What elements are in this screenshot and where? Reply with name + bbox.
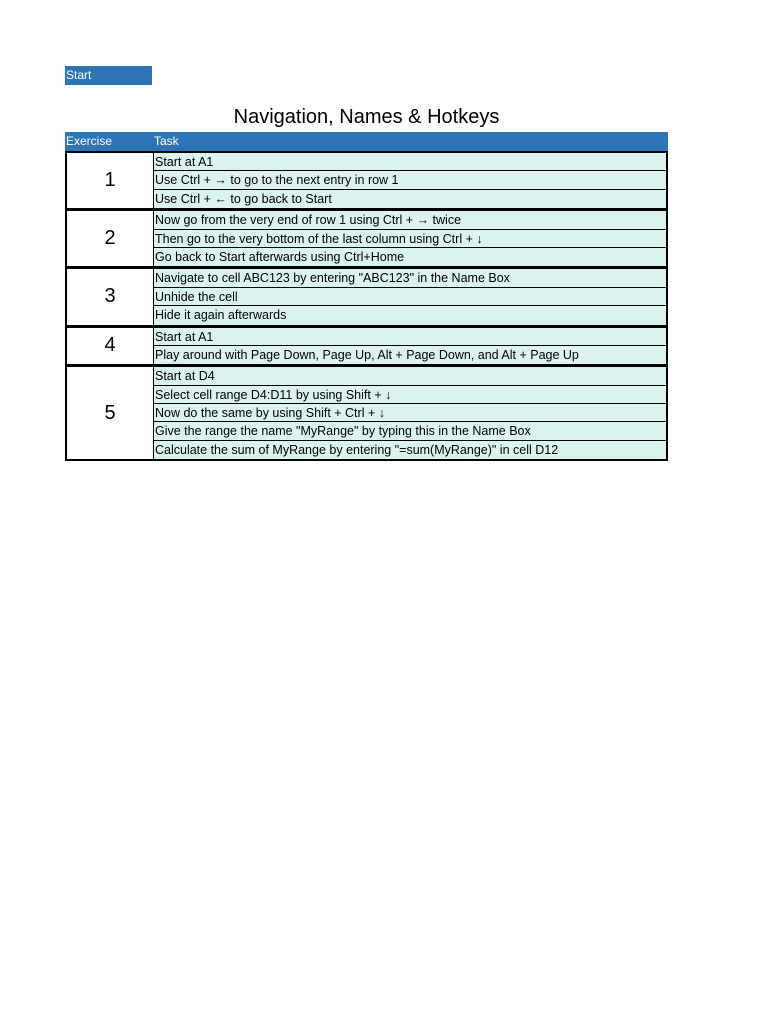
exercise-number[interactable]: 3	[67, 269, 154, 324]
exercise-number[interactable]: 4	[67, 328, 154, 365]
task-cell[interactable]: Now do the same by using Shift + Ctrl + ↓	[154, 404, 666, 422]
exercise-number[interactable]: 2	[67, 211, 154, 266]
task-list	[154, 211, 666, 266]
task-cell[interactable]: Go back to Start afterwards using Ctrl+Home	[154, 248, 666, 266]
task-cell[interactable]: Start at D4	[154, 367, 666, 385]
exercise-group	[65, 267, 668, 326]
task-cell[interactable]: Then go to the very bottom of the last column using Ctrl + ↓	[154, 230, 666, 248]
task-list	[154, 328, 666, 365]
exercise-group	[65, 209, 668, 268]
start-cell[interactable]: Start	[65, 66, 152, 85]
task-cell[interactable]: Play around with Page Down, Page Up, Alt + Page Down, and Alt + Page Up	[154, 346, 666, 364]
task-cell[interactable]: Now go from the very end of row 1 using Ctrl + → twice	[154, 211, 666, 229]
task-cell[interactable]: Calculate the sum of MyRange by entering "=sum(MyRange)" in cell D12	[154, 441, 666, 459]
task-list	[154, 269, 666, 324]
exercise-number[interactable]: 5	[67, 367, 154, 459]
exercise-group	[65, 151, 668, 210]
page-title: Navigation, Names & Hotkeys	[233, 106, 500, 128]
task-cell[interactable]: Navigate to cell ABC123 by entering "ABC123" in the Name Box	[154, 269, 666, 287]
exercise-group	[65, 326, 668, 367]
header-task[interactable]: Task	[154, 134, 179, 148]
exercise-number[interactable]: 1	[67, 153, 154, 208]
task-cell[interactable]: Give the range the name "MyRange" by typing this in the Name Box	[154, 422, 666, 440]
task-list	[154, 153, 666, 208]
table-header	[65, 132, 668, 151]
task-cell[interactable]: Start at A1	[154, 328, 666, 346]
header-exercise[interactable]: Exercise	[66, 134, 113, 148]
task-list	[154, 367, 666, 459]
exercise-table	[65, 132, 668, 461]
task-cell[interactable]: Use Ctrl + → to go to the next entry in row 1	[154, 171, 666, 189]
task-cell[interactable]: Select cell range D4:D11 by using Shift + ↓	[154, 386, 666, 404]
task-cell[interactable]: Unhide the cell	[154, 288, 666, 306]
task-cell[interactable]: Start at A1	[154, 153, 666, 171]
exercise-group	[65, 365, 668, 461]
task-cell[interactable]: Use Ctrl + ← to go back to Start	[154, 190, 666, 208]
task-cell[interactable]: Hide it again afterwards	[154, 306, 666, 324]
